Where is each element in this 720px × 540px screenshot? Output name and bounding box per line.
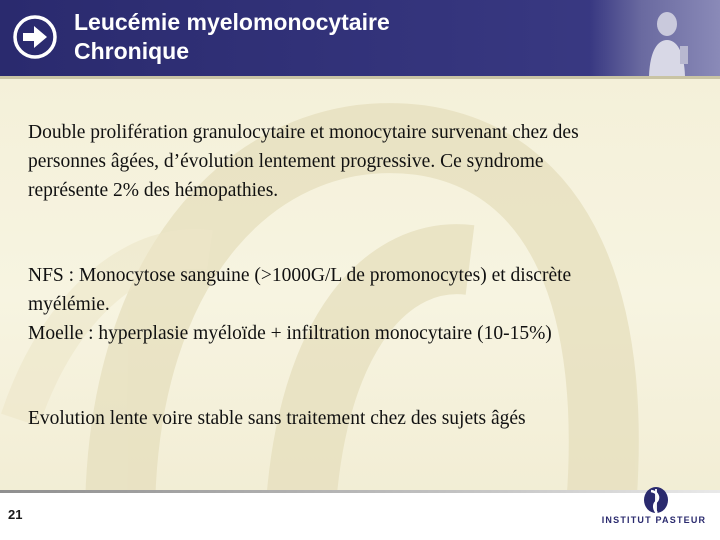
institut-pasteur-logo-icon [642, 486, 670, 516]
slide-title [74, 8, 594, 66]
header-divider [0, 76, 720, 79]
text-line: personnes âgées, d’évolution lentement progressive. Ce syndrome [28, 151, 544, 172]
paragraph-evolution [28, 404, 712, 433]
title-line-1: Leucémie myelomonocytaire [74, 9, 390, 35]
header-portrait-photo [590, 0, 720, 76]
text-line: NFS : Monocytose sanguine (>1000G/L de promonocytes) et discrète [28, 265, 572, 286]
header-band [0, 0, 720, 76]
text-line: Moelle : hyperplasie myéloïde + infiltration monocytaire (10-15%) [28, 323, 552, 344]
logo-text: INSTITUT PASTEUR [601, 515, 707, 525]
institut-pasteur-logo [598, 486, 710, 532]
title-line-2: Chronique [74, 38, 189, 64]
paragraph-definition [28, 118, 712, 205]
arrow-right-circle-icon [12, 14, 58, 60]
text-line: Double prolifération granulocytaire et monocytaire survenant chez des [28, 122, 579, 143]
text-line: myélémie. [28, 294, 110, 315]
page-number: 21 [8, 507, 23, 522]
paragraph-biology [28, 261, 712, 348]
text-line: Evolution lente voire stable sans traitement chez des sujets âgés [28, 408, 526, 429]
text-line: représente 2% des hémopathies. [28, 180, 279, 201]
portrait-figure [644, 6, 690, 76]
